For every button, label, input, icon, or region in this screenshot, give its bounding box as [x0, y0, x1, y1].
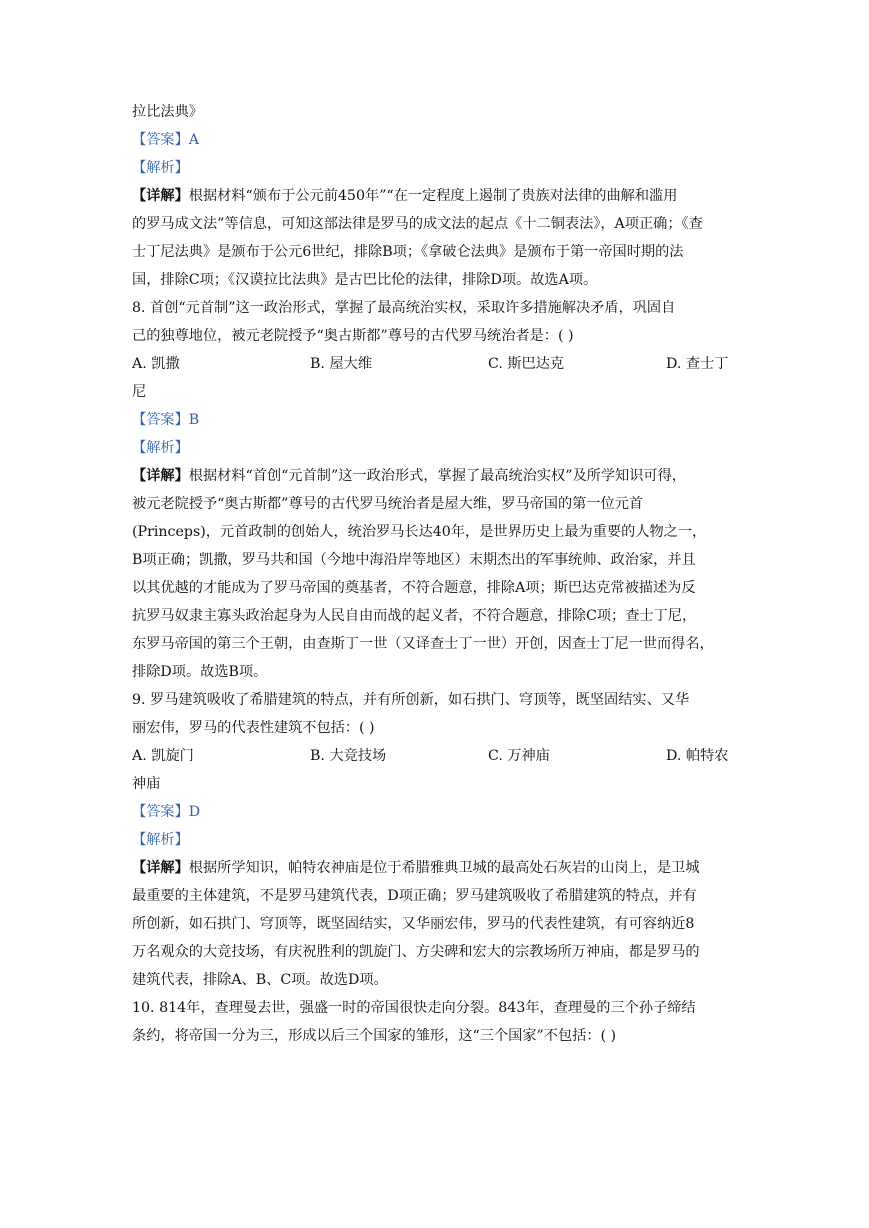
q7-detail-line: 士丁尼法典》是颁布于公元6世纪，排除B项；《拿破仑法典》是颁布于第一帝国时期的法 [132, 244, 684, 260]
q8-detail-line: (Princeps)，元首政制的创始人，统治罗马长达40年，是世界历史上最为重要的人物之一， [132, 524, 707, 540]
q9-detail-line: 【详解】根据所学知识，帕特农神庙是位于希腊雅典卫城的最高处石灰岩的山岗上，是卫城 [132, 860, 700, 876]
q8-detail-line: 排除D项。故选B项。 [132, 664, 268, 680]
q10-stem-line: 10. 814年，查理曼去世，强盛一时的帝国很快走向分裂。843年，查理曼的三个孙子缔结 [132, 1000, 696, 1016]
q8-detail-line: 抗罗马奴隶主寡头政治起身为人民自由而战的起义者，不符合题意，排除C项；查士丁尼， [132, 608, 697, 624]
q8-option-a: A. 凯撒 [132, 356, 180, 372]
q7-detail-line: 【详解】根据材料“颁布于公元前450年”“在一定程度上遏制了贵族对法律的曲解和滥用 [132, 188, 678, 204]
q9-option-d: D. 帕特农 [666, 748, 729, 764]
q9-detail-line: 建筑代表，排除A、B、C项。故选D项。 [132, 972, 388, 988]
q10-stem-line: 条约，将帝国一分为三，形成以后三个国家的雏形，这“三个国家”不包括：( ) [132, 1028, 617, 1044]
q9-option-tail: 神庙 [132, 776, 161, 792]
q7-answer: 【答案】A [132, 132, 199, 148]
q8-stem-line: 8. 首创“元首制”这一政治形式，掌握了最高统治实权，采取许多措施解决矛盾，巩固自 [132, 300, 676, 316]
q7-tail-text: 拉比法典》 [132, 104, 203, 120]
detail-tag: 【详解】 [132, 468, 189, 484]
q9-option-c: C. 万神庙 [488, 748, 550, 764]
q7-detail-line: 国，排除C项；《汉谟拉比法典》是古巴比伦的法律，排除D项。故选A项。 [132, 272, 598, 288]
q8-answer: 【答案】B [132, 412, 200, 428]
q8-detail-line: 【详解】根据材料“首创“元首制”这一政治形式，掌握了最高统治实权”及所学知识可得， [132, 468, 686, 484]
q9-answer: 【答案】D [132, 804, 201, 820]
q8-option-d: D. 查士丁 [666, 356, 729, 372]
q9-options [132, 742, 742, 770]
q9-detail-line: 最重要的主体建筑，不是罗马建筑代表，D项正确；罗马建筑吸收了希腊建筑的特点，并有 [132, 888, 697, 904]
q9-stem-line: 9. 罗马建筑吸收了希腊建筑的特点，并有所创新，如石拱门、穹顶等，既坚固结实、又华 [132, 692, 690, 708]
document-page [132, 98, 742, 1050]
q9-detail-line: 所创新，如石拱门、穹顶等，既坚固结实，又华丽宏伟，罗马的代表性建筑，有可容纳近8 [132, 916, 695, 932]
q8-detail-line: 以其优越的才能成为了罗马帝国的奠基者，不符合题意，排除A项；斯巴达克常被描述为反 [132, 580, 696, 596]
q7-detail-line: 的罗马成文法”等信息，可知这部法律是罗马的成文法的起点《十二铜表法》，A项正确；《查 [132, 216, 703, 232]
q9-option-b: B. 大竞技场 [310, 748, 387, 764]
q8-detail-line: 被元老院授予“奥古斯都”尊号的古代罗马统治者是屋大维，罗马帝国的第一位元首 [132, 496, 644, 512]
q9-detail-line: 万名观众的大竞技场，有庆祝胜利的凯旋门、方尖碑和宏大的宗教场所万神庙，都是罗马的 [132, 944, 700, 960]
q9-analysis-heading: 【解析】 [132, 832, 189, 848]
q7-analysis-heading: 【解析】 [132, 160, 189, 176]
q9-stem-line: 丽宏伟，罗马的代表性建筑不包括：( ) [132, 720, 375, 736]
detail-tag: 【详解】 [132, 188, 189, 204]
detail-tag: 【详解】 [132, 860, 189, 876]
q8-analysis-heading: 【解析】 [132, 440, 189, 456]
q8-option-tail: 尼 [132, 384, 147, 400]
q8-detail-line: 东罗马帝国的第三个王朝，由查斯丁一世（又译查士丁一世）开创，因查士丁尼一世而得名， [132, 636, 714, 652]
q8-option-c: C. 斯巴达克 [488, 356, 565, 372]
q8-options [132, 350, 742, 378]
q8-detail-line: B项正确；凯撒，罗马共和国（今地中海沿岸等地区）末期杰出的军事统帅、政治家，并且 [132, 552, 696, 568]
q8-stem-line: 己的独尊地位，被元老院授予“奥古斯都”尊号的古代罗马统治者是：( ) [132, 328, 574, 344]
q9-option-a: A. 凯旋门 [132, 748, 194, 764]
q8-option-b: B. 屋大维 [310, 356, 373, 372]
